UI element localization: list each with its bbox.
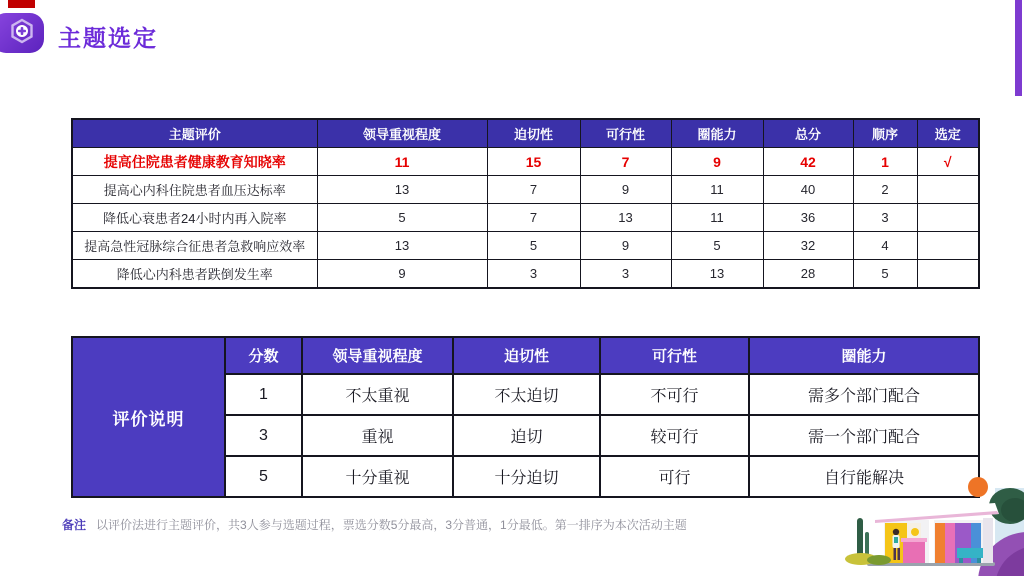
col-header-topic: 主题评价 [72, 119, 317, 148]
table-row [72, 148, 979, 176]
feasibility-cell: 3 [580, 260, 671, 289]
col-header-selected: 选定 [917, 119, 979, 148]
capability-cell: 自行能解决 [749, 456, 979, 497]
selected-cell [917, 260, 979, 289]
footnote [62, 516, 687, 533]
urgency-cell: 7 [487, 176, 580, 204]
selected-cell [917, 232, 979, 260]
urgency-cell: 7 [487, 204, 580, 232]
score-cell: 1 [225, 374, 302, 415]
feasibility-cell: 7 [580, 148, 671, 176]
col-header-feasibility: 可行性 [580, 119, 671, 148]
selection-header-row [72, 119, 979, 148]
criteria-row-header: 评价说明 [72, 337, 225, 497]
leader-cell: 11 [317, 148, 487, 176]
footnote-label: 备注 [62, 518, 87, 532]
table-row [72, 176, 979, 204]
leader-cell: 重视 [302, 415, 453, 456]
feasibility-cell: 9 [580, 176, 671, 204]
topic-cell: 提高住院患者健康教育知晓率 [72, 148, 317, 176]
selected-checkmark: √ [917, 148, 979, 176]
topic-cell: 提高急性冠脉综合征患者急救响应效率 [72, 232, 317, 260]
score-cell: 5 [225, 456, 302, 497]
feasibility-cell: 9 [580, 232, 671, 260]
capability-cell: 11 [671, 176, 763, 204]
leader-cell: 十分重视 [302, 456, 453, 497]
title-badge [0, 13, 44, 53]
leader-cell: 13 [317, 232, 487, 260]
col-header-capability: 圈能力 [671, 119, 763, 148]
rank-cell: 2 [853, 176, 917, 204]
leader-cell: 5 [317, 204, 487, 232]
col-header-urgency: 迫切性 [487, 119, 580, 148]
capability-cell: 需一个部门配合 [749, 415, 979, 456]
rank-cell: 1 [853, 148, 917, 176]
col-header-leader: 领导重视程度 [317, 119, 487, 148]
feasibility-cell: 不可行 [600, 374, 749, 415]
footnote-text: 以评价法进行主题评价，共3人参与选题过程，票选分数5分最高，3分普通，1分最低。第一排序为本次活动主题 [96, 518, 687, 532]
capability-cell: 9 [671, 148, 763, 176]
urgency-cell: 迫切 [453, 415, 600, 456]
col-header-leader: 领导重视程度 [302, 337, 453, 374]
selected-cell [917, 176, 979, 204]
corner-red-mark [8, 0, 35, 8]
total-cell: 36 [763, 204, 853, 232]
leader-cell: 13 [317, 176, 487, 204]
rank-cell: 3 [853, 204, 917, 232]
col-header-feasibility: 可行性 [600, 337, 749, 374]
table-row [72, 204, 979, 232]
col-header-capability: 圈能力 [749, 337, 979, 374]
urgency-cell: 5 [487, 232, 580, 260]
topic-cell: 提高心内科住院患者血压达标率 [72, 176, 317, 204]
selected-cell [917, 204, 979, 232]
total-cell: 40 [763, 176, 853, 204]
feasibility-cell: 较可行 [600, 415, 749, 456]
criteria-header-row [72, 337, 979, 374]
urgency-cell: 十分迫切 [453, 456, 600, 497]
table-row [72, 260, 979, 289]
criteria-table [71, 336, 980, 498]
page-title: 主题选定 [58, 25, 158, 51]
right-edge-purple-strip [1015, 0, 1022, 96]
capability-cell: 需多个部门配合 [749, 374, 979, 415]
leader-cell: 9 [317, 260, 487, 289]
topic-cell: 降低心衰患者24小时内再入院率 [72, 204, 317, 232]
total-cell: 28 [763, 260, 853, 289]
urgency-cell: 3 [487, 260, 580, 289]
medical-hexagon-plus-icon [1, 18, 35, 49]
feasibility-cell: 13 [580, 204, 671, 232]
leader-cell: 不太重视 [302, 374, 453, 415]
col-header-rank: 顺序 [853, 119, 917, 148]
table-row [72, 232, 979, 260]
col-header-urgency: 迫切性 [453, 337, 600, 374]
total-cell: 42 [763, 148, 853, 176]
clinic-illustration [845, 470, 1024, 576]
topic-cell: 降低心内科患者跌倒发生率 [72, 260, 317, 289]
feasibility-cell: 可行 [600, 456, 749, 497]
capability-cell: 5 [671, 232, 763, 260]
rank-cell: 5 [853, 260, 917, 289]
topic-selection-table [71, 118, 980, 289]
score-cell: 3 [225, 415, 302, 456]
capability-cell: 13 [671, 260, 763, 289]
urgency-cell: 15 [487, 148, 580, 176]
col-header-score: 分数 [225, 337, 302, 374]
rank-cell: 4 [853, 232, 917, 260]
total-cell: 32 [763, 232, 853, 260]
urgency-cell: 不太迫切 [453, 374, 600, 415]
capability-cell: 11 [671, 204, 763, 232]
col-header-total: 总分 [763, 119, 853, 148]
